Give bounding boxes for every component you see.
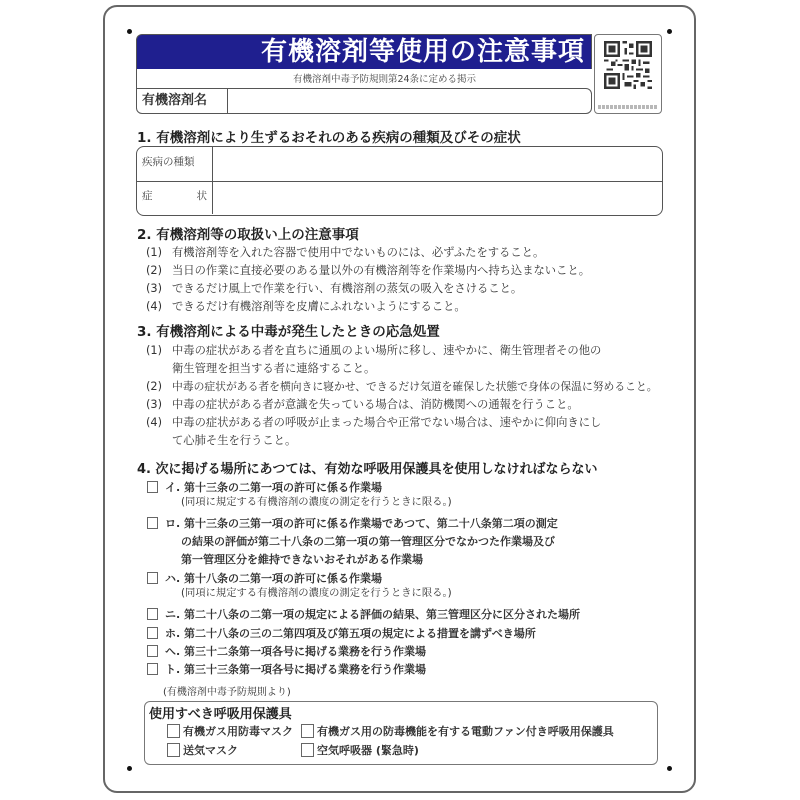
solvent-name-field[interactable] — [229, 89, 591, 113]
ppe-title: 使用すべき呼吸用保護具 — [149, 707, 292, 722]
checkbox[interactable] — [301, 724, 314, 738]
section4-heading: 4. 次に掲げる場所にあつては、有効な呼吸用保護具を使用しなければならない — [137, 462, 598, 477]
mounting-hole-bottom-right — [667, 766, 672, 771]
first-aid-item: (3) 中毒の症状がある者が意識を失っている場合は、消防機関への通報を行うこと。 — [146, 398, 579, 411]
symptom-label-a: 症 — [142, 190, 153, 202]
checkbox[interactable] — [147, 481, 158, 493]
subtitle-area — [136, 69, 592, 88]
first-aid-item: (4) 中毒の症状がある者の呼吸が止まった場合や正常でない場合は、速やかに仰向きにし て心肺そ生を行うこと。 — [146, 416, 602, 447]
checkbox[interactable] — [301, 743, 314, 757]
checkbox[interactable] — [167, 724, 180, 738]
mounting-hole-bottom-left — [127, 766, 132, 771]
mounting-hole-top-left — [127, 29, 132, 34]
disease-type-row — [137, 147, 662, 182]
sign-subtitle: 有機溶剤中毒予防規則第24条に定める掲示 — [292, 74, 477, 85]
ppe-panel: 使用すべき呼吸用保護具 有機ガス用防毒マスク 有機ガス用の防毒機能を有する電動ファン付き呼吸用保護具 送気マスク 空気呼吸器 (緊急時) — [144, 701, 658, 765]
mounting-hole-top-right — [667, 29, 672, 34]
qr-code-icon — [604, 41, 652, 89]
checkbox[interactable] — [147, 572, 158, 584]
checkbox[interactable] — [147, 663, 158, 675]
solvent-name-row — [136, 88, 592, 114]
disease-table — [136, 146, 663, 216]
section1-heading: 1. 有機溶剤により生ずるおそれのある疾病の種類及びその症状 — [137, 130, 521, 146]
section3-heading: 3. 有機溶剤による中毒が発生したときの応急処置 — [137, 324, 440, 340]
checkbox[interactable] — [147, 517, 158, 529]
first-aid-item: (2) 中毒の症状がある者を横向きに寝かせ、できるだけ気道を確保した状態で身体の保温に努めること。 — [146, 380, 658, 393]
handling-item: (3) できるだけ風上で作業を行い、有機溶剤の蒸気の吸入をさけること。 — [146, 282, 523, 295]
qr-code-panel[interactable] — [594, 34, 662, 114]
section2-heading: 2. 有機溶剤等の取扱い上の注意事項 — [137, 227, 359, 243]
qr-caption — [598, 105, 658, 109]
source-note: (有機溶剤中毒予防規則より) — [163, 687, 291, 698]
checkbox[interactable] — [147, 627, 158, 639]
handling-item: (4) できるだけ有機溶剤等を皮膚にふれないようにすること。 — [146, 300, 466, 313]
checkbox[interactable] — [167, 743, 180, 757]
symptom-label-b: 状 — [196, 190, 207, 202]
solvent-name-label: 有機溶剤名 — [137, 89, 228, 113]
handling-item: (2) 当日の作業に直接必要のある量以外の有機溶剤等を作業場内へ持ち込まないこと。 — [146, 264, 590, 277]
sign-title: 有機溶剤等使用の注意事項 — [260, 37, 585, 67]
symptom-row — [137, 181, 662, 214]
checkbox[interactable] — [147, 608, 158, 620]
symptom-label — [137, 181, 213, 214]
disease-type-label: 疾病の種類 — [137, 147, 213, 181]
checkbox[interactable] — [147, 645, 158, 657]
handling-item: (1) 有機溶剤等を入れた容器で使用中でないものには、必ずふたをすること。 — [146, 246, 545, 259]
title-banner — [136, 34, 592, 69]
first-aid-item: (1) 中毒の症状がある者を直ちに通風のよい場所に移し、速やかに、衛生管理者その他の 衛生管理を担当する者に連絡すること。 — [146, 344, 602, 375]
